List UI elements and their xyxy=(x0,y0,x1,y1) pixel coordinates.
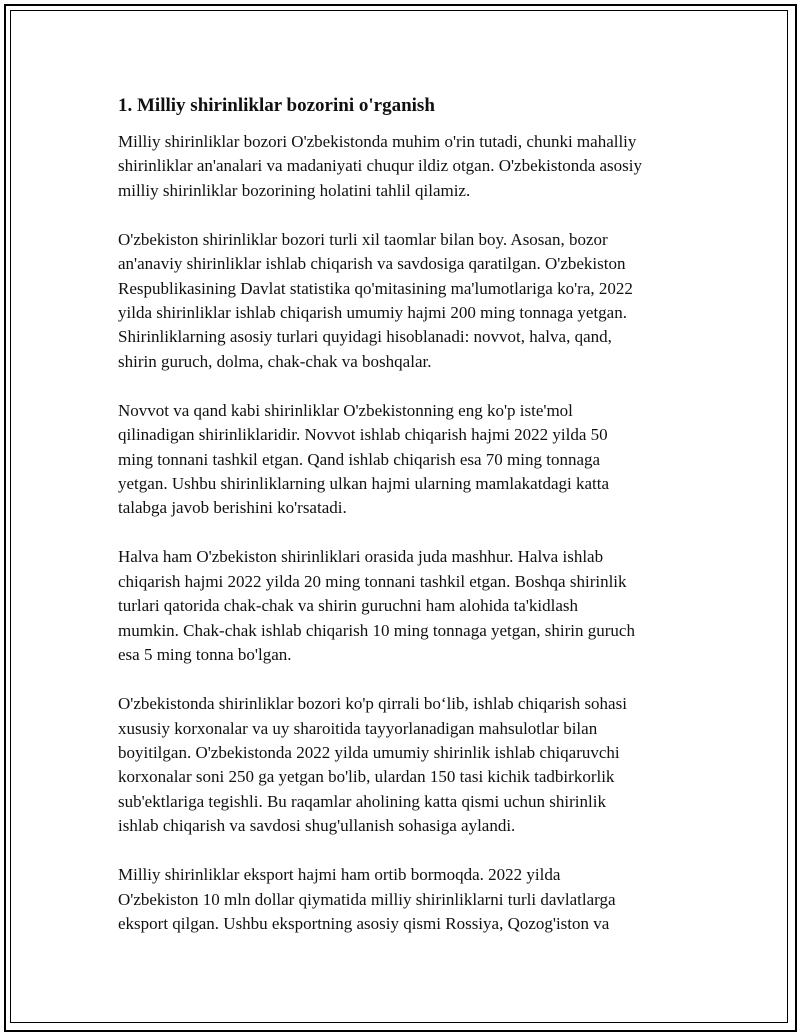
paragraph-line: O'zbekiston shirinliklar bozori turli xil taomlar bilan boy. Asosan, bozor xyxy=(118,229,608,249)
paragraph-line: Respublikasining Davlat statistika qo'mitasining ma'lumotlariga ko'ra, 2022 xyxy=(118,278,633,298)
paragraph-line: sub'ektlariga tegishli. Bu raqamlar aholining katta qismi uchun shirinlik xyxy=(118,791,606,811)
paragraph-line: boyitilgan. O'zbekistonda 2022 yilda umumiy shirinlik ishlab chiqaruvchi xyxy=(118,742,620,762)
paragraph-line: esa 5 ming tonna bo'lgan. xyxy=(118,645,292,665)
paragraph-3 xyxy=(118,399,698,521)
paragraph-line: an'anaviy shirinliklar ishlab chiqarish va savdosiga qaratilgan. O'zbekiston xyxy=(118,254,626,274)
paragraph-line: shirin guruch, dolma, chak-chak va boshqalar. xyxy=(118,351,432,371)
paragraph-line: korxonalar soni 250 ga yetgan bo'lib, ulardan 150 tasi kichik tadbirkorlik xyxy=(118,767,615,787)
paragraph-line: yetgan. Ushbu shirinliklarning ulkan hajmi ularning mamlakatdagi katta xyxy=(118,474,609,494)
paragraph-line: turlari qatorida chak-chak va shirin guruchni ham alohida ta'kidlash xyxy=(118,596,579,616)
paragraph-line: Shirinliklarning asosiy turlari quyidagi hisoblanadi: novvot, halva, qand, xyxy=(118,327,612,347)
paragraph-line: ishlab chiqarish va savdosi shug'ullanish sohasiga aylandi. xyxy=(118,816,516,836)
paragraph-2 xyxy=(118,228,698,374)
paragraph-line: milliy shirinliklar bozorining holatini tahlil qilamiz. xyxy=(118,180,471,200)
paragraph-line: O'zbekiston 10 mln dollar qiymatida milliy shirinliklarni turli davlatlarga xyxy=(118,889,616,909)
paragraph-4 xyxy=(118,545,698,667)
paragraph-line: Novvot va qand kabi shirinliklar O'zbekistonning eng ko'p iste'mol xyxy=(118,400,573,420)
paragraph-line: xususiy korxonalar va uy sharoitida tayyorlanadigan mahsulotlar bilan xyxy=(118,718,598,738)
document-body xyxy=(118,94,698,961)
paragraph-1 xyxy=(118,130,698,203)
paragraph-line: qilinadigan shirinliklaridir. Novvot ishlab chiqarish hajmi 2022 yilda 50 xyxy=(118,425,608,445)
paragraph-line: mumkin. Chak-chak ishlab chiqarish 10 ming tonnaga yetgan, shirin guruch xyxy=(118,620,635,640)
paragraph-line: eksport qilgan. Ushbu eksportning asosiy qismi Rossiya, Qozog'iston va xyxy=(118,913,610,933)
paragraph-line: chiqarish hajmi 2022 yilda 20 ming tonnani tashkil etgan. Boshqa shirinlik xyxy=(118,571,627,591)
paragraph-line: O'zbekistonda shirinliklar bozori ko'p qirrali bo‘lib, ishlab chiqarish sohasi xyxy=(118,694,627,714)
paragraph-line: Milliy shirinliklar bozori O'zbekistonda muhim o'rin tutadi, chunki mahalliy xyxy=(118,132,637,151)
section-heading: 1. Milliy shirinliklar bozorini o'rganish xyxy=(118,95,435,116)
paragraphs xyxy=(118,130,698,936)
paragraph-line: shirinliklar an'analari va madaniyati chuqur ildiz otgan. O'zbekistonda asosiy xyxy=(118,156,643,176)
paragraph-line: yilda shirinliklar ishlab chiqarish umumiy hajmi 200 ming tonnaga yetgan. xyxy=(118,303,627,323)
paragraph-line: Milliy shirinliklar eksport hajmi ham ortib bormoqda. 2022 yilda xyxy=(118,865,561,885)
paragraph-line: ming tonnani tashkil etgan. Qand ishlab chiqarish esa 70 ming tonnaga xyxy=(118,449,601,469)
paragraph-6 xyxy=(118,863,698,936)
paragraph-5 xyxy=(118,692,698,838)
paragraph-line: Halva ham O'zbekiston shirinliklari orasida juda mashhur. Halva ishlab xyxy=(118,547,604,567)
paragraph-line: talabga javob berishini ko'rsatadi. xyxy=(118,498,347,518)
